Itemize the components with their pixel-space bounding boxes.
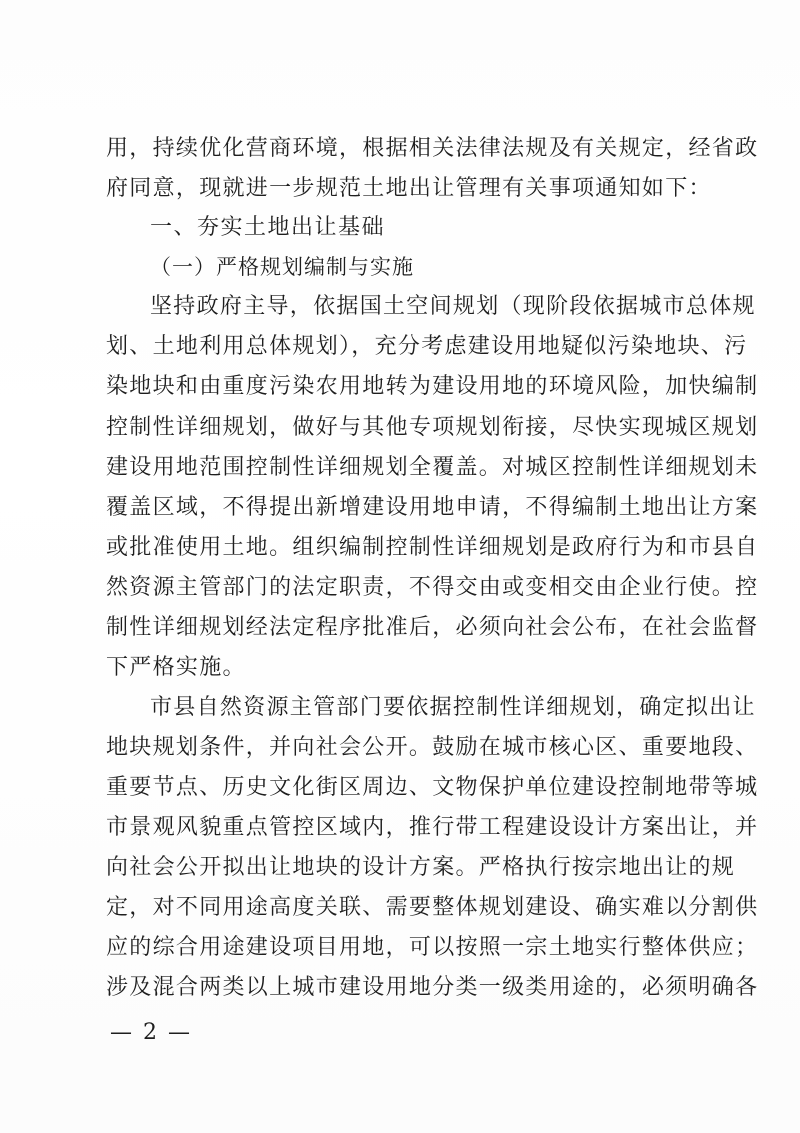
body-text-line: 向社会公开拟出让地块的设计方案。严格执行按宗地出让的规 [106,855,736,880]
body-text-line: 制性详细规划经法定程序批准后，必须向社会公布，在社会监督 [106,615,759,640]
body-text-line: 控制性详细规划，做好与其他专项规划衔接，尽快实现城区规划 [106,415,759,440]
body-text-line: 划、土地利用总体规划），充分考虑建设用地疑似污染地块、污 [106,334,748,359]
body-text-line: 建设用地范围控制性详细规划全覆盖。对城区控制性详细规划未 [106,455,759,480]
body-text-line: 或批准使用土地。组织编制控制性详细规划是政府行为和市县自 [106,535,759,560]
body-text-line: 重要节点、历史文化街区周边、文物保护单位建设控制地带等城 [106,775,759,800]
body-text-line: 市景观风貌重点管控区域内，推行带工程建设设计方案出让，并 [106,815,759,840]
body-text-line: 定，对不同用途高度关联、需要整体规划建设、确实难以分割供 [106,895,759,920]
body-text-line: 下严格实施。 [106,655,246,680]
body-text-line: 涉及混合两类以上城市建设用地分类一级类用途的，必须明确各 [106,975,759,1000]
body-text-line: 坚持政府主导，依据国土空间规划（现阶段依据城市总体规 [150,294,756,319]
subsection-heading: （一）严格规划编制与实施 [150,255,414,279]
body-text-line: 应的综合用途建设项目用地，可以按照一宗土地实行整体供应； [106,935,759,960]
section-heading: 一、夯实土地出让基础 [150,215,386,240]
body-text-line: 府同意，现就进一步规范土地出让管理有关事项通知如下： [106,176,712,201]
body-text-line: 地块规划条件，并向社会公开。鼓励在城市核心区、重要地段、 [106,735,759,760]
body-text-line: 染地块和由重度污染农用地转为建设用地的环境风险，加快编制 [106,374,759,399]
page-number: — 2 — [110,1020,192,1045]
body-text-line: 市县自然资源主管部门要依据控制性详细规划，确定拟出让 [150,695,756,720]
body-text-line: 用，持续优化营商环境，根据相关法律法规及有关规定，经省政 [106,136,759,161]
body-text-line: 覆盖区域，不得提出新增建设用地申请，不得编制土地出让方案 [106,495,759,520]
body-text-line: 然资源主管部门的法定职责，不得交由或变相交由企业行使。控 [106,575,759,600]
